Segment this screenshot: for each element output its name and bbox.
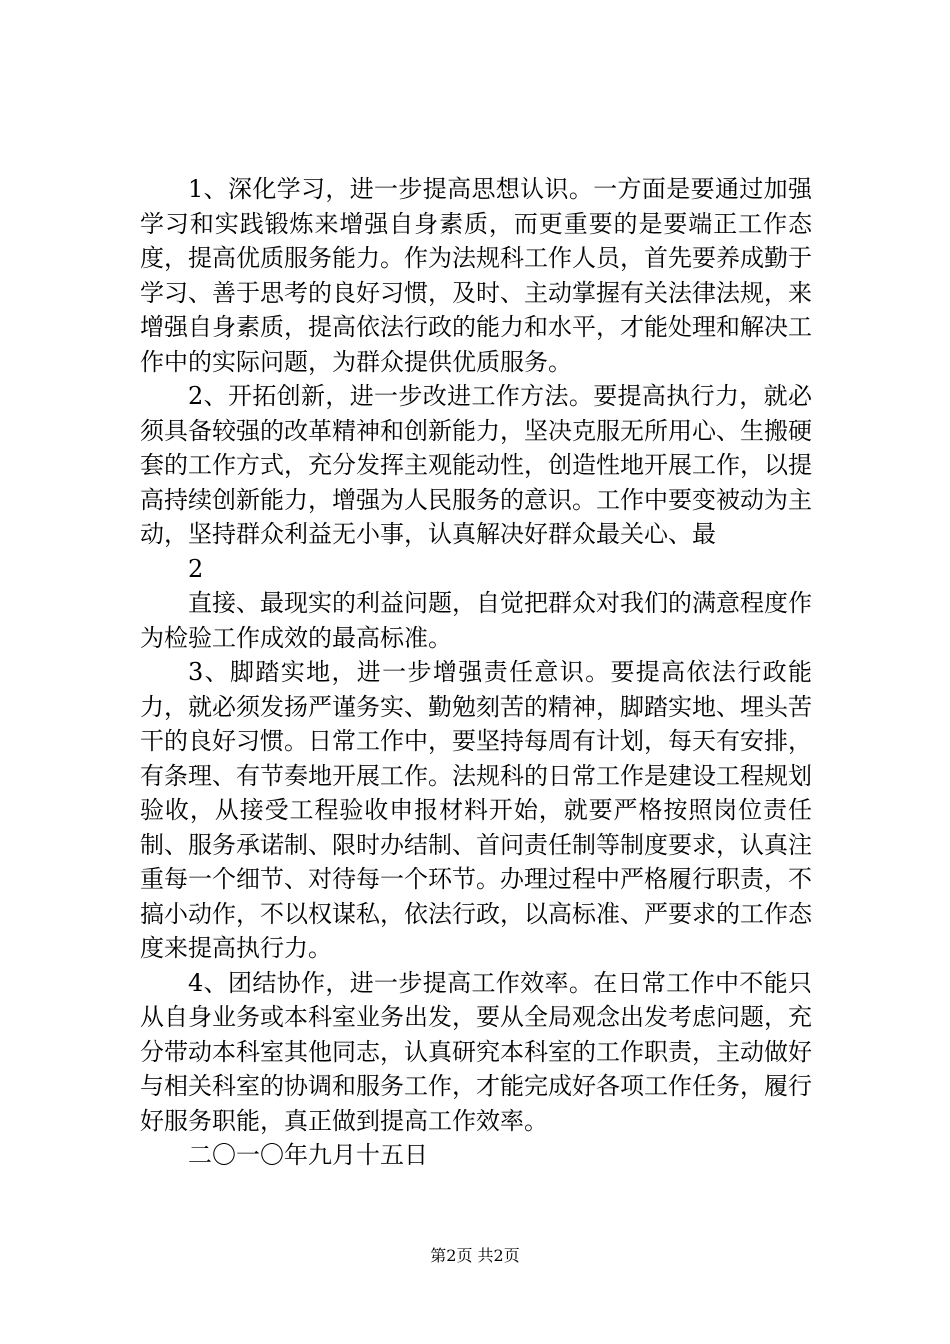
page-footer: 第2页 共2页 xyxy=(430,1246,520,1265)
paragraph-1: 1、深化学习，进一步提高思想认识。一方面是要通过加强学习和实践锻炼来增强自身素质，而更重要的是要端正工作态度，提高优质服务能力。作为法规科工作人员，首先要养成勤于学习、善于思考的良好习惯，及时、主动掌握有关法律法规，来增强自身素质，提高依法行政的能力和水平，才能处理和解决工作中的实际问题，为群众提供优质服务。 xyxy=(140,175,812,376)
document-body xyxy=(140,172,812,1173)
document-date: 二〇一〇年九月十五日 xyxy=(188,1141,428,1169)
paragraph-2: 2、开拓创新，进一步改进工作方法。要提高执行力，就必须具备较强的改革精神和创新能力，坚决克服无所用心、生搬硬套的工作方式，充分发挥主观能动性，创造性地开展工作，以提高持续创新能力，增强为人民服务的意识。工作中要变被动为主动，坚持群众利益无小事，认真解决好群众最关心、最 xyxy=(140,382,812,548)
paragraph-5: 4、团结协作，进一步提高工作效率。在日常工作中不能只从自身业务或本科室业务出发，要从全局观念出发考虑问题，充分带动本科室其他同志，认真研究本科室的工作职责，主动做好与相关科室的协调和服务工作，才能完成好各项工作任务，履行好服务职能，真正做到提高工作效率。 xyxy=(140,968,812,1135)
paragraph-4: 3、脚踏实地，进一步增强责任意识。要提高依法行政能力，就必须发扬严谨务实、勤勉刻苦的精神，脚踏实地、埋头苦干的良好习惯。日常工作中，要坚持每周有计划，每天有安排，有条理、有节奏地开展工作。法规科的日常工作是建设工程规划验收，从接受工程验收申报材料开始，就要严格按照岗位责任制、服务承诺制、限时办结制、首问责任制等制度要求，认真注重每一个细节、对待每一个环节。办理过程中严格履行职责，不搞小动作，不以权谋私，依法行政，以高标准、严要求的工作态度来提高执行力。 xyxy=(140,658,812,962)
page-marker: 2 xyxy=(188,554,204,583)
paragraph-3: 直接、最现实的利益问题，自觉把群众对我们的满意程度作为检验工作成效的最高标准。 xyxy=(140,589,812,652)
